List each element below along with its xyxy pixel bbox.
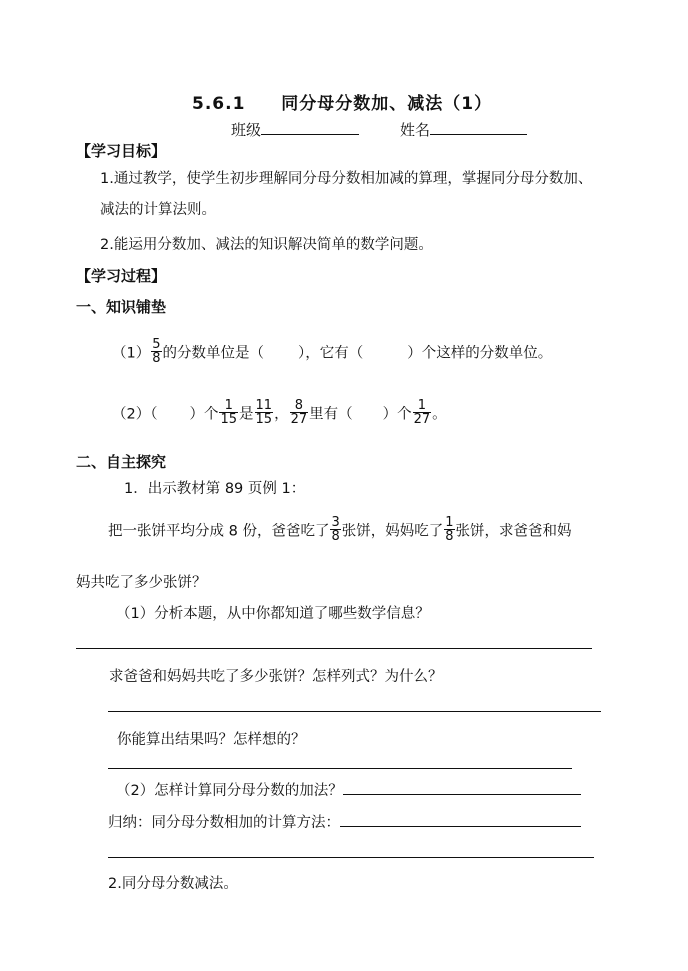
example-problem-line-1	[108, 515, 572, 545]
section2-heading: 二、自主探究	[76, 453, 167, 471]
answer-line-4[interactable]	[108, 857, 594, 858]
q2-text-1: ）个	[189, 406, 219, 423]
summary-text: 归纳：同分母分数相加的计算方法：	[108, 815, 340, 831]
section2-question-2	[116, 779, 581, 800]
fraction-denominator: 15	[220, 412, 238, 427]
example-problem-line-2: 妈共吃了多少张饼？	[76, 575, 207, 591]
answer-line-1[interactable]	[76, 648, 592, 649]
fraction-1-15	[219, 399, 238, 426]
fraction-denominator: 8	[331, 529, 340, 544]
q2-text-3: ，	[274, 406, 289, 423]
class-blank[interactable]	[261, 119, 359, 135]
fraction-denominator: 27	[413, 412, 431, 427]
fraction-denominator: 27	[290, 412, 308, 427]
title-number: 5.6.1	[192, 94, 246, 114]
fraction-5-8	[151, 338, 161, 365]
fraction-numerator: 1	[417, 398, 427, 413]
section2-question-1: （1）分析本题，从中你都知道了哪些数学信息？	[116, 606, 430, 622]
fraction-1-8	[444, 516, 454, 543]
fraction-numerator: 1	[445, 515, 454, 530]
goal-item-1-line-2: 减法的计算法则。	[100, 202, 216, 218]
section1-question-2	[112, 398, 447, 428]
fraction-1-27	[413, 399, 432, 426]
section2-item-2: 2.同分母分数减法。	[108, 876, 238, 892]
fraction-numerator: 11	[255, 398, 273, 413]
title-text: 同分母分数加、减法（1）	[281, 94, 493, 114]
goal-item-2: 2.能运用分数加、减法的知识解决简单的数学问题。	[100, 237, 433, 253]
answer-blank-q2[interactable]	[343, 779, 581, 795]
page-title	[192, 89, 492, 114]
process-heading: 【学习过程】	[76, 267, 167, 285]
problem-text-1: 把一张饼平均分成 8 份，爸爸吃了	[108, 523, 330, 540]
fraction-denominator: 8	[445, 529, 454, 544]
section2-item-1: 1．出示教材第 89 页例 1：	[124, 481, 306, 497]
name-blank[interactable]	[430, 119, 527, 135]
fraction-numerator: 3	[331, 515, 340, 530]
name-label: 姓名	[400, 121, 431, 139]
fraction-numerator: 1	[224, 398, 233, 413]
fraction-8-27	[290, 399, 309, 426]
q1-text-1: 的分数单位是（	[162, 345, 265, 362]
problem-text-2: 张饼，妈妈吃了	[341, 523, 444, 540]
name-field[interactable]	[400, 119, 527, 140]
q2-text-4: 里有（	[309, 406, 353, 423]
q2-text: （2）怎样计算同分母分数的加法？	[116, 783, 343, 799]
section1-question-1	[112, 337, 553, 367]
q2-prefix: （2）（	[112, 406, 158, 423]
fraction-numerator: 5	[152, 337, 161, 352]
fraction-3-8	[330, 516, 340, 543]
section2-question-1c: 你能算出结果吗？怎样想的？	[117, 732, 306, 748]
problem-text-3: 张饼，求爸爸和妈	[455, 523, 572, 540]
fraction-numerator: 8	[294, 398, 303, 413]
summary-line	[108, 811, 581, 832]
goals-heading: 【学习目标】	[76, 142, 167, 160]
q1-text-2: ），它有（	[298, 345, 364, 362]
answer-line-2[interactable]	[108, 711, 601, 712]
class-label: 班级	[231, 121, 262, 139]
q2-text-5: ）个	[382, 406, 412, 423]
q1-text-3: ）个这样的分数单位。	[407, 345, 553, 362]
section1-heading: 一、知识铺垫	[76, 298, 167, 316]
answer-line-3[interactable]	[108, 768, 572, 769]
q1-prefix: （1）	[112, 345, 151, 362]
q2-text-6: 。	[432, 406, 447, 423]
section2-question-1b: 求爸爸和妈妈共吃了多少张饼？怎样列式？为什么？	[109, 669, 443, 685]
fraction-denominator: 15	[255, 412, 273, 427]
fraction-11-15	[255, 399, 274, 426]
goal-item-1-line-1: 1.通过教学，使学生初步理解同分母分数相加减的算理，掌握同分母分数加、	[100, 171, 593, 187]
q2-text-2: 是	[239, 406, 254, 423]
class-field[interactable]	[231, 119, 359, 140]
fraction-denominator: 8	[152, 351, 161, 366]
answer-blank-summary[interactable]	[340, 811, 581, 827]
